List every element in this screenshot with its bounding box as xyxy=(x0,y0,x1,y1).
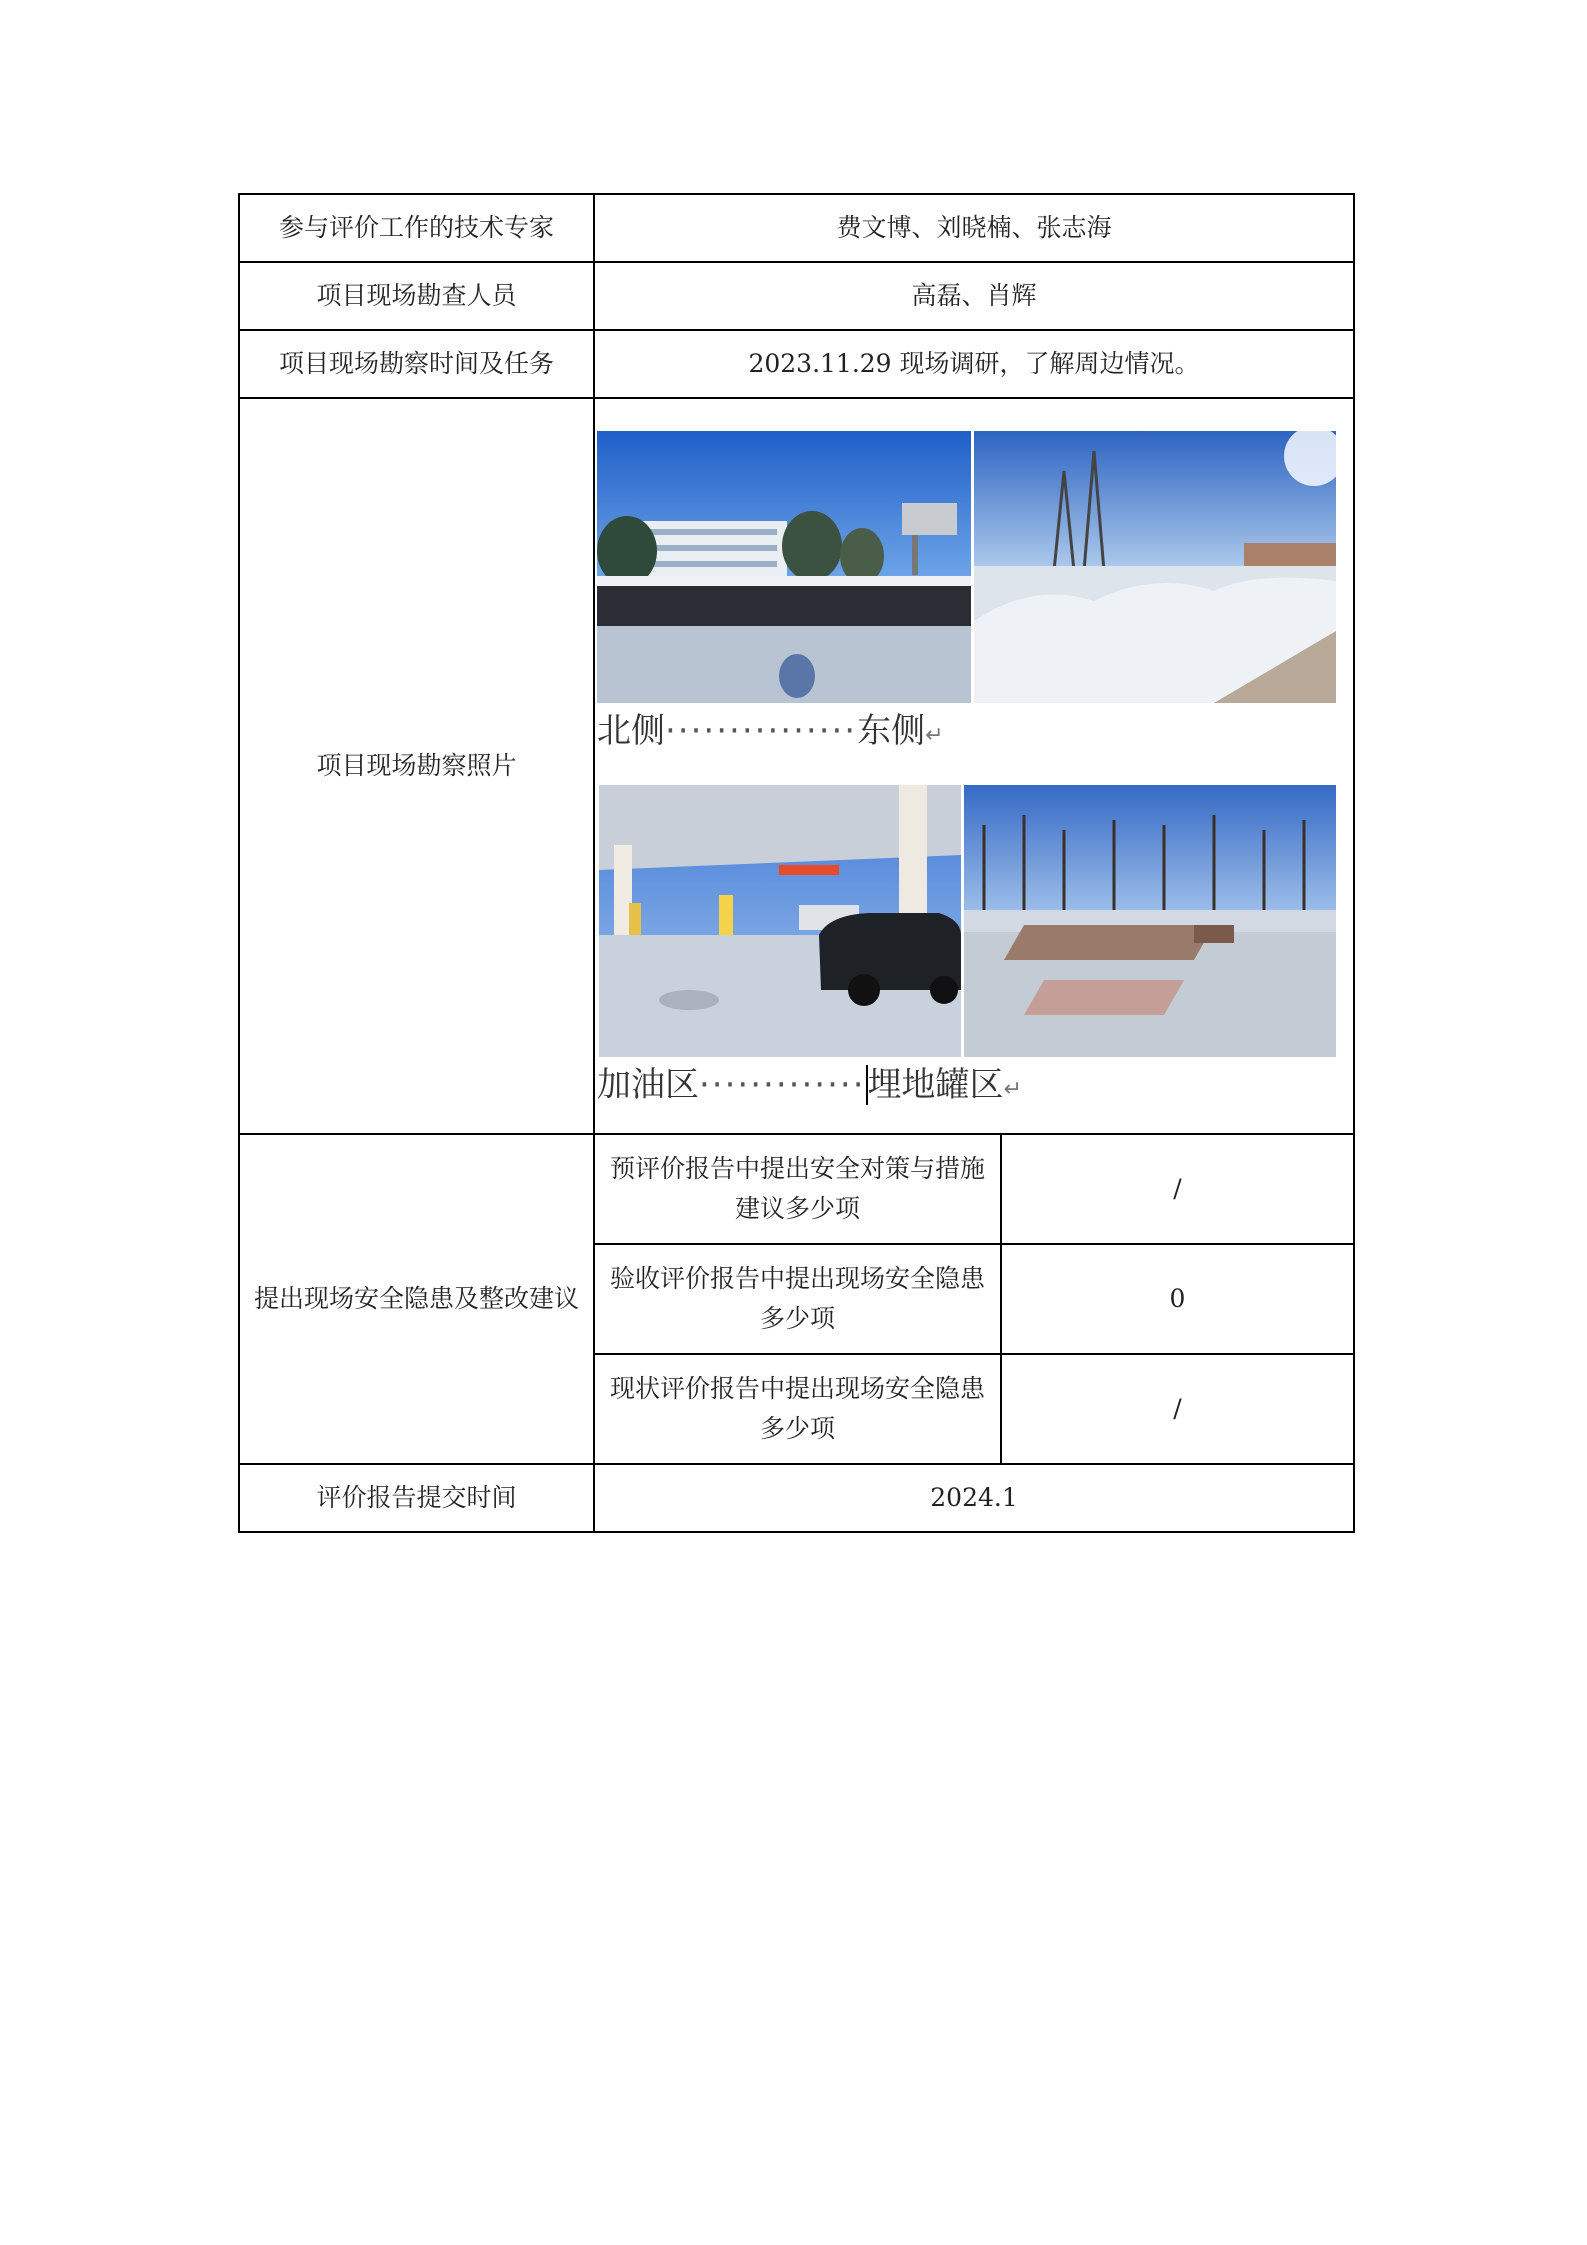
hazard-item-label: 验收评价报告中提出现场安全隐患多少项 xyxy=(594,1244,1001,1354)
hazard-item-label: 现状评价报告中提出现场安全隐患多少项 xyxy=(594,1354,1001,1464)
experts-label: 参与评价工作的技术专家 xyxy=(239,194,594,262)
photo-caption-row-1 xyxy=(597,711,944,756)
caption-fueling-area: 加油区 xyxy=(597,1065,699,1105)
hazard-item-value: 0 xyxy=(1001,1244,1354,1354)
survey-time-label: 项目现场勘察时间及任务 xyxy=(239,330,594,398)
survey-time-row xyxy=(239,330,1354,398)
hazard-item-value: / xyxy=(1001,1354,1354,1464)
experts-row xyxy=(239,194,1354,262)
caption-tank-area: 埋地罐区 xyxy=(867,1065,1004,1105)
hazards-label: 提出现场安全隐患及整改建议 xyxy=(239,1134,594,1464)
photos-label: 项目现场勘察照片 xyxy=(239,398,594,1134)
submit-time-label: 评价报告提交时间 xyxy=(239,1464,594,1532)
north-side-photo xyxy=(597,431,971,703)
survey-info-table xyxy=(238,193,1355,1533)
photos-row xyxy=(239,398,1354,1134)
paragraph-mark-icon: ↵ xyxy=(1003,1077,1022,1102)
hazards-row-1 xyxy=(239,1134,1354,1244)
photo-caption-row-2 xyxy=(597,1065,1022,1110)
submit-time-value: 2024.1 xyxy=(594,1464,1354,1532)
tank-area-photo xyxy=(964,785,1336,1057)
caption-east: 东侧 xyxy=(857,711,926,751)
caption-north: 北侧 xyxy=(597,711,665,751)
hazard-item-label: 预评价报告中提出安全对策与措施建议多少项 xyxy=(594,1134,1001,1244)
survey-staff-label: 项目现场勘查人员 xyxy=(239,262,594,330)
survey-staff-row xyxy=(239,262,1354,330)
caption-leader: ············· xyxy=(699,1065,866,1105)
survey-time-value: 2023.11.29 现场调研，了解周边情况。 xyxy=(594,330,1354,398)
hazard-item-value: / xyxy=(1001,1134,1354,1244)
experts-value: 费文博、刘晓楠、张志海 xyxy=(594,194,1354,262)
paragraph-mark-icon: ↵ xyxy=(925,723,944,748)
caption-leader: ··············· xyxy=(665,711,858,751)
photos-cell xyxy=(594,398,1354,1134)
survey-staff-value: 高磊、肖辉 xyxy=(594,262,1354,330)
east-side-photo xyxy=(974,431,1336,703)
fueling-area-photo xyxy=(599,785,961,1057)
submit-time-row xyxy=(239,1464,1354,1532)
